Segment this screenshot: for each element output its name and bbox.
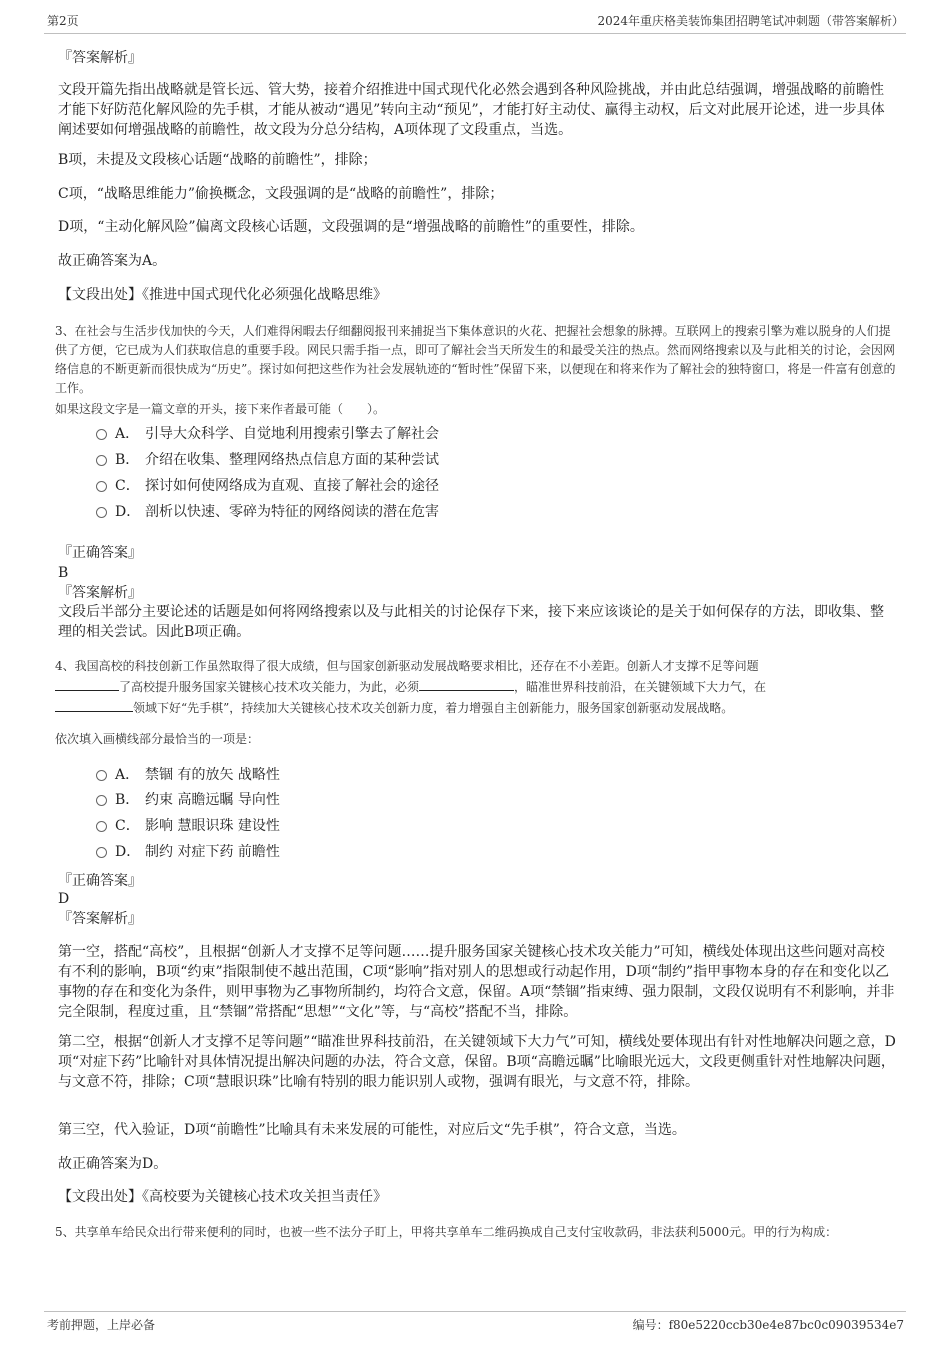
footer-divider bbox=[44, 1311, 906, 1312]
option-letter: D． bbox=[115, 844, 141, 860]
page-header bbox=[0, 0, 950, 40]
q4-stem: 4、我国高校的科技创新工作虽然取得了很大成绩，但与国家创新驱动发展战略要求相比，还存在不小差距。创新人才支撑不足等问题 了高校提升服务国家关键核心技术攻关能力，为此，必须 ，瞄准世界科技前沿，在关键领域下大力气，在 领域下好“先手棋”，持续加大关键核心技术攻关创新力度，着力增强自主创新能力，服务国家创新驱动发展战略。 bbox=[55, 659, 767, 715]
q2-analysis-option-d: D项，“主动化解风险”偏离文段核心话题，文段强调的是“增强战略的前瞻性”的重要性，排除。 bbox=[58, 219, 644, 235]
q4-source: 【文段出处】《高校要为关键核心技术攻关担当责任》 bbox=[58, 1189, 387, 1205]
option-letter: C． bbox=[115, 818, 140, 834]
option-text: 探讨如何使网络成为直观、直接了解社会的途径 bbox=[145, 478, 439, 494]
q2-source: 【文段出处】《推进中国式现代化必须强化战略思维》 bbox=[58, 287, 387, 303]
document-id: 编号：f80e5220ccb30e4e87bc0c09039534e7 bbox=[632, 1318, 904, 1332]
q3-correct-answer: B bbox=[58, 565, 69, 581]
radio-icon[interactable] bbox=[96, 481, 107, 492]
q2-analysis-option-b: B项，未提及文段核心话题“战略的前瞻性”，排除； bbox=[58, 152, 377, 168]
q3-analysis: 文段后半部分主要论述的话题是如何将网络搜索以及与此相关的讨论保存下来，接下来应该谈论的是关于如何保存的方法，即收集、整理的相关尝试。因此B项正确。 bbox=[58, 604, 884, 640]
q3-option-a[interactable] bbox=[96, 423, 796, 445]
q3-option-c[interactable] bbox=[96, 475, 796, 497]
option-text: 介绍在收集、整理网络热点信息方面的某种尝试 bbox=[145, 452, 439, 468]
q3-option-b[interactable] bbox=[96, 449, 796, 471]
q4-correct-label: 『正确答案』 bbox=[58, 873, 142, 889]
radio-icon[interactable] bbox=[96, 847, 107, 858]
option-text: 剖析以快速、零碎为特征的网络阅读的潜在危害 bbox=[145, 504, 439, 520]
q4-analysis-blank-1: 第一空，搭配“高校”，且根据“创新人才支撑不足等问题……提升服务国家关键核心技术攻关能力”可知，横线处体现出这些问题对高校有不利的影响，B项“约束”指限制使不越出范围，C项“影响”指对别人的思想或行动起作用，D项“制约”指甲事物本身的存在和变化以乙事物的存在和变化为条件，则甲事物为乙事物所制约，均符合文意，保留。A项“禁锢”指束缚、强力限制，文段仅说明有不利影响，并非完全限制，程度过重，且“禁锢”常搭配“思想”“文化”等，与“高校”搭配不当，排除。 bbox=[58, 944, 895, 1020]
footer-slogan: 考前押题，上岸必备 bbox=[47, 1318, 156, 1332]
header-divider bbox=[44, 33, 906, 34]
q3-option-d[interactable] bbox=[96, 501, 796, 523]
radio-icon[interactable] bbox=[96, 821, 107, 832]
q4-analysis-label: 『答案解析』 bbox=[58, 911, 142, 927]
q2-conclusion: 故正确答案为A。 bbox=[58, 253, 167, 269]
q4-option-b[interactable] bbox=[96, 789, 796, 811]
q4-option-a[interactable] bbox=[96, 764, 796, 786]
q2-analysis-label: 『答案解析』 bbox=[58, 50, 142, 66]
option-text: 禁锢 有的放矢 战略性 bbox=[145, 767, 280, 783]
option-letter: C． bbox=[115, 478, 140, 494]
option-text: 影响 慧眼识珠 建设性 bbox=[145, 818, 280, 834]
option-text: 约束 高瞻远瞩 导向性 bbox=[145, 792, 280, 808]
blank-2[interactable] bbox=[419, 678, 514, 691]
q3-question: 如果这段文字是一篇文章的开头，接下来作者最可能（ ）。 bbox=[55, 402, 386, 416]
blank-1[interactable] bbox=[55, 678, 119, 691]
q4-option-c[interactable] bbox=[96, 815, 796, 837]
q4-analysis-blank-2: 第二空，根据“创新人才支撑不足等问题”“瞄准世界科技前沿，在关键领域下大力气”可知，横线处要体现出有针对性地解决问题之意，D项“对症下药”比喻针对具体情况提出解决问题的办法，符合文意，保留。B项“高瞻远瞩”比喻眼光远大，文段更侧重针对性地解决问题，与文意不符，排除；C项“慧眼识珠”比喻有特别的眼力能识别人或物，强调有眼光，与文意不符，排除。 bbox=[58, 1034, 896, 1090]
q4-conclusion: 故正确答案为D。 bbox=[58, 1156, 168, 1172]
q3-analysis-label: 『答案解析』 bbox=[58, 585, 142, 601]
page-number: 第2页 bbox=[47, 14, 79, 28]
option-letter: B． bbox=[115, 792, 140, 808]
radio-icon[interactable] bbox=[96, 770, 107, 781]
option-letter: A． bbox=[115, 767, 140, 783]
q4-question: 依次填入画横线部分最恰当的一项是： bbox=[55, 732, 260, 746]
q2-analysis-paragraph: 文段开篇先指出战略就是管长远、管大势，接着介绍推进中国式现代化必然会遇到各种风险挑战，并由此总结强调，增强战略的前瞻性才能下好防范化解风险的先手棋，才能从被动“遇见”转向主动“预见”，才能打好主动仗、赢得主动权，后文对此展开论述，进一步具体阐述要如何增强战略的前瞻性，故文段为分总分结构，A项体现了文段重点，当选。 bbox=[58, 82, 885, 138]
q4-option-d[interactable] bbox=[96, 841, 796, 863]
q3-correct-label: 『正确答案』 bbox=[58, 545, 142, 561]
radio-icon[interactable] bbox=[96, 455, 107, 466]
q3-stem: 3、在社会与生活步伐加快的今天，人们难得闲暇去仔细翻阅报刊来捕捉当下集体意识的火花、把握社会想象的脉搏。互联网上的搜索引擎为难以脱身的人们提供了方便，它已成为人们获取信息的重要手段。网民只需手指一点，即可了解社会当天所发生的和最受关注的热点。然而网络搜索以及与此相关的讨论，会因网络信息的不断更新而很快成为“历史”。探讨如何把这些作为社会发展轨迹的“暂时性”保留下来，以便现在和将来作为了解社会的独特窗口，将是一件富有创意的工作。 bbox=[55, 324, 896, 395]
option-letter: A． bbox=[115, 426, 140, 442]
q2-analysis-option-c: C项，“战略思维能力”偷换概念，文段强调的是“战略的前瞻性”，排除； bbox=[58, 186, 504, 202]
option-text: 制约 对症下药 前瞻性 bbox=[145, 844, 280, 860]
document-title: 2024年重庆格美装饰集团招聘笔试冲刺题（带答案解析） bbox=[597, 14, 904, 28]
option-text: 引导大众科学、自觉地利用搜索引擎去了解社会 bbox=[145, 426, 439, 442]
option-letter: D． bbox=[115, 504, 141, 520]
blank-3[interactable] bbox=[55, 699, 133, 712]
radio-icon[interactable] bbox=[96, 795, 107, 806]
radio-icon[interactable] bbox=[96, 429, 107, 440]
q4-analysis-blank-3: 第三空，代入验证，D项“前瞻性”比喻具有未来发展的可能性，对应后文“先手棋”，符合文意，当选。 bbox=[58, 1122, 686, 1138]
q5-stem: 5、共享单车给民众出行带来便利的同时，也被一些不法分子盯上，甲将共享单车二维码换成自己支付宝收款码，非法获利5000元。甲的行为构成： bbox=[55, 1225, 838, 1239]
q4-correct-answer: D bbox=[58, 891, 70, 907]
option-letter: B． bbox=[115, 452, 140, 468]
radio-icon[interactable] bbox=[96, 507, 107, 518]
